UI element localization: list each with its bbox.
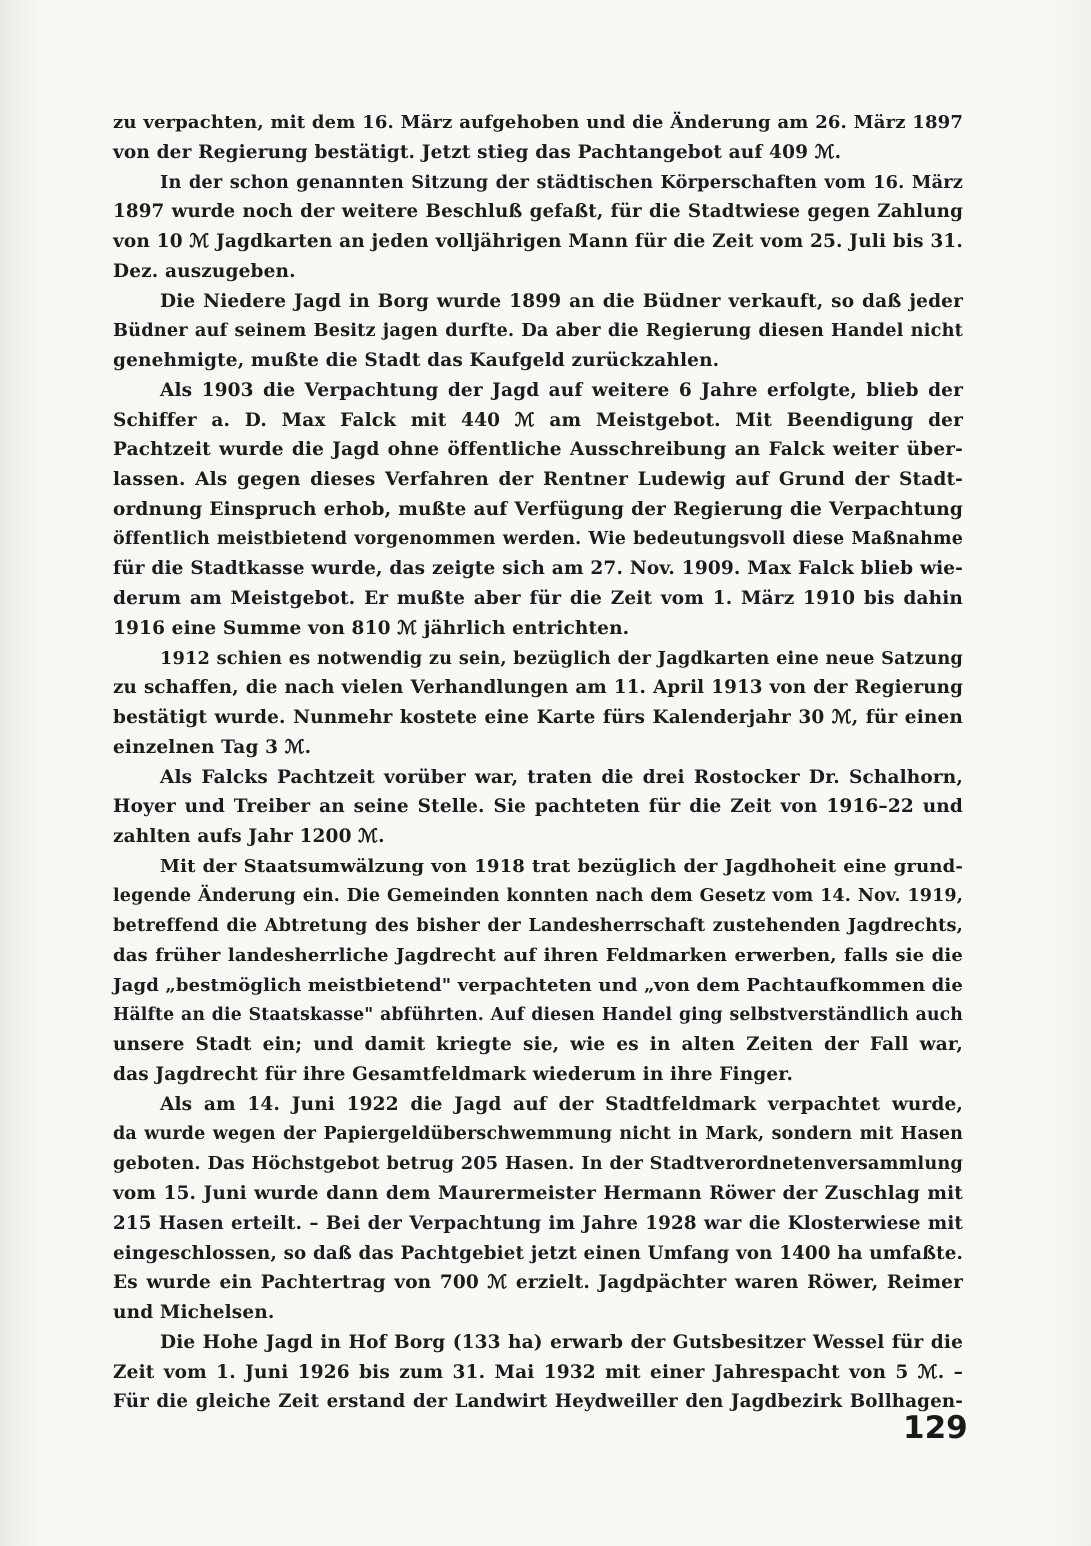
text-line: für die Stadtkasse wurde, das zeigte sich am 27. Nov. 1909. Max Falck blieb wie- xyxy=(113,558,963,580)
text-line: Als Falcks Pachtzeit vorüber war, traten die drei Rostocker Dr. Schalhorn, xyxy=(160,766,963,788)
text-line: von der Regierung bestätigt. Jetzt stieg das Pachtangebot auf 409 ℳ. xyxy=(113,141,842,163)
text-line: Als 1903 die Verpachtung der Jagd auf weitere 6 Jahre erfolgte, blieb der xyxy=(160,379,963,401)
text-line: zahlten aufs Jahr 1200 ℳ. xyxy=(113,826,385,847)
text-line: Für die gleiche Zeit erstand der Landwirt Heydweiller den Jagdbezirk Bollhagen- xyxy=(113,1391,963,1413)
text-line: Hoyer und Treiber an seine Stelle. Sie pachteten für die Zeit von 1916–22 und xyxy=(113,796,963,818)
text-line: In der schon genannten Sitzung der städtischen Körperschaften vom 16. März xyxy=(160,171,963,193)
text-line: Pachtzeit wurde die Jagd ohne öffentliche Ausschreibung an Falck weiter über- xyxy=(113,439,963,461)
text-line: öffentlich meistbietend vorgenommen werden. Wie bedeutungsvoll diese Maßnahme xyxy=(113,528,963,549)
text-line: Zeit vom 1. Juni 1926 bis zum 31. Mai 1932 mit einer Jahrespacht von 5 ℳ. – xyxy=(113,1361,963,1383)
text-line: bestätigt wurde. Nunmehr kostete eine Karte fürs Kalenderjahr 30 ℳ, für einen xyxy=(113,707,963,728)
text-line: das früher landesherrliche Jagdrecht auf ihren Feldmarken erwerben, falls sie die xyxy=(113,945,963,966)
text-line: Dez. auszugeben. xyxy=(113,260,296,282)
text-line: zu schaffen, die nach vielen Verhandlungen am 11. April 1913 von der Regierung xyxy=(113,677,963,699)
text-line: Jagd „bestmöglich meistbietend" verpachteten und „von dem Pachtaufkommen die xyxy=(113,974,963,996)
text-line: 1912 schien es notwendig zu sein, bezüglich der Jagdkarten eine neue Satzung xyxy=(160,647,963,669)
text-line: lassen. Als gegen dieses Verfahren der Rentner Ludewig auf Grund der Stadt- xyxy=(113,469,963,490)
text-line: genehmigte, mußte die Stadt das Kaufgeld zurückzahlen. xyxy=(113,350,720,371)
text-line: ordnung Einspruch erhob, mußte auf Verfügung der Regierung die Verpachtung xyxy=(113,498,963,520)
text-line: Die Niedere Jagd in Borg wurde 1899 an die Büdner verkauft, so daß jeder xyxy=(160,290,963,312)
text-line: Büdner auf seinem Besitz jagen durfte. Da aber die Regierung diesen Handel nicht xyxy=(113,320,963,342)
text-line: Die Hohe Jagd in Hof Borg (133 ha) erwarb der Gutsbesitzer Wessel für die xyxy=(160,1331,963,1353)
text-line: Als am 14. Juni 1922 die Jagd auf der Stadtfeldmark verpachtet wurde, xyxy=(160,1093,963,1115)
text-line: legende Änderung ein. Die Gemeinden konnten nach dem Gesetz vom 14. Nov. 1919, xyxy=(113,885,963,906)
text-line: unsere Stadt ein; und damit kriegte sie, wie es in alten Zeiten der Fall war, xyxy=(113,1034,963,1056)
text-line: Es wurde ein Pachtertrag von 700 ℳ erzielt. Jagdpächter waren Röwer, Reimer xyxy=(113,1272,963,1294)
text-line: derum am Meistgebot. Er mußte aber für die Zeit vom 1. März 1910 bis dahin xyxy=(113,588,963,609)
text-line: 215 Hasen erteilt. – Bei der Verpachtung im Jahre 1928 war die Klosterwiese mit xyxy=(113,1212,963,1234)
text-line: zu verpachten, mit dem 16. März aufgehoben und die Änderung am 26. März 1897 xyxy=(113,112,963,133)
text-line: 1897 wurde noch der weitere Beschluß gefaßt, für die Stadtwiese gegen Zahlung xyxy=(113,201,963,223)
text-line: Hälfte an die Staatskasse" abführten. Auf diesen Handel ging selbstverständlich auch xyxy=(113,1004,963,1025)
text-line: betreffend die Abtretung des bisher der Landesherrschaft zustehenden Jagdrechts, xyxy=(113,915,963,937)
text-line: von 10 ℳ Jagdkarten an jeden volljährigen Mann für die Zeit vom 25. Juli bis 31. xyxy=(113,231,963,252)
page-number: 129 xyxy=(903,1410,968,1446)
text-line: das Jagdrecht für ihre Gesamtfeldmark wiederum in ihre Finger. xyxy=(113,1064,794,1085)
text-line: einzelnen Tag 3 ℳ. xyxy=(113,736,312,758)
text-line: und Michelsen. xyxy=(113,1302,275,1323)
text-line: eingeschlossen, so daß das Pachtgebiet jetzt einen Umfang von 1400 ha umfaßte. xyxy=(113,1242,963,1264)
text-line: geboten. Das Höchstgebot betrug 205 Hasen. In der Stadtverordnetenversammlung xyxy=(113,1153,963,1175)
text-line: Mit der Staatsumwälzung von 1918 trat bezüglich der Jagdhoheit eine grund- xyxy=(160,855,963,877)
text-line: 1916 eine Summe von 810 ℳ jährlich entrichten. xyxy=(113,617,630,639)
text-line: da wurde wegen der Papiergeldüberschwemmung nicht in Mark, sondern mit Hasen xyxy=(113,1123,963,1144)
body-text xyxy=(113,108,963,1417)
text-line: vom 15. Juni wurde dann dem Maurermeister Hermann Röwer der Zuschlag mit xyxy=(113,1183,963,1204)
text-line: Schiffer a. D. Max Falck mit 440 ℳ am Meistgebot. Mit Beendigung der xyxy=(113,409,963,431)
